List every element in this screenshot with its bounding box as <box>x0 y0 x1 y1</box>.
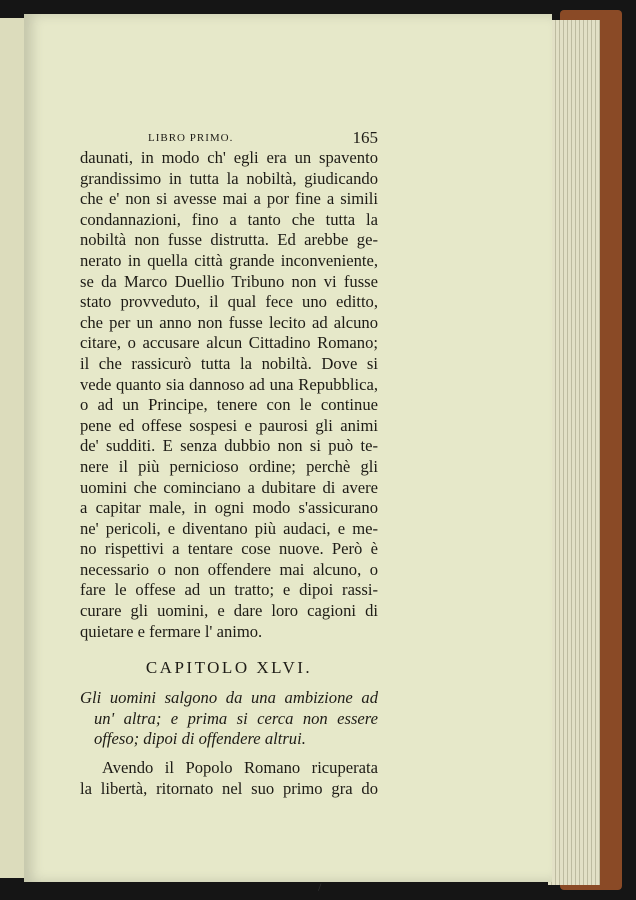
text-line: condannazioni, fino a tanto che tutta la <box>80 209 378 229</box>
text-line: la libertà, ritornato nel suo primo gra do <box>80 778 378 798</box>
text-line: stato provveduto, il qual fece uno editto, <box>80 292 378 312</box>
bottom-mark: / <box>318 880 322 894</box>
text-line: Gli uomini salgono da una ambizione ad <box>80 688 378 708</box>
chapter-subtitle <box>80 688 378 750</box>
chapter-title: CAPITOLO XLVI. <box>145 658 313 678</box>
text-line: che e' non si avesse mai a por fine a simili <box>80 189 378 209</box>
text-line: che per un anno non fusse lecito ad alcuno <box>80 312 378 332</box>
text-line: fare le offese ad un tratto; e dipoi rassi- <box>80 580 378 600</box>
text-line: pene ed offese sospesi e paurosi gli animi <box>80 415 378 435</box>
text-line: a capitar male, in ogni modo s'assicurano <box>80 498 378 518</box>
running-header <box>80 128 378 148</box>
text-line: o ad un Principe, tenere con le continue <box>80 395 378 415</box>
text-line: curare gli uomini, e dare loro cagioni di <box>80 601 378 621</box>
running-title: LIBRO PRIMO. <box>148 132 234 144</box>
text-line: grandissimo in tutta la nobiltà, giudicando <box>80 168 378 188</box>
text-line: se da Marco Duellio Tribuno non vi fusse <box>80 271 378 291</box>
text-line: daunati, in modo ch' egli era un spavento <box>80 148 378 167</box>
text-line: necessario o non offendere mai alcuno, o <box>80 559 378 579</box>
text-line: no rispettivi a tentare cose nuove. Però è <box>80 539 378 559</box>
page-number: 165 <box>352 128 378 147</box>
text-line: ne' pericoli, e diventano più audaci, e me- <box>80 518 378 538</box>
text-line: nerato in quella città grande inconveniente, <box>80 250 378 270</box>
chapter-paragraph <box>80 758 378 799</box>
text-line: il che rassicurò tutta la nobiltà. Dove si <box>80 353 378 373</box>
page-text <box>80 128 378 799</box>
text-line: uomini che cominciano a dubitare di avere <box>80 477 378 497</box>
text-line: Avendo il Popolo Romano ricuperata <box>102 758 378 778</box>
text-line: quietare e fermare l' animo. <box>80 621 263 641</box>
page-edges <box>548 20 600 885</box>
text-line: de' sudditi. E senza dubbio non si può te- <box>80 436 378 456</box>
body-text <box>80 148 378 642</box>
text-line: vede quanto sia dannoso ad una Repubblica, <box>80 374 378 394</box>
text-line: un' altra; e prima si cerca non essere <box>94 708 378 728</box>
text-line: citare, o accusare alcun Cittadino Romano; <box>80 333 378 353</box>
text-line: nere il più pernicioso ordine; perchè gli <box>80 456 378 476</box>
text-line: nobiltà non fusse distrutta. Ed arebbe ge- <box>80 230 378 250</box>
text-line: offeso; dipoi di offendere altrui. <box>94 729 306 749</box>
